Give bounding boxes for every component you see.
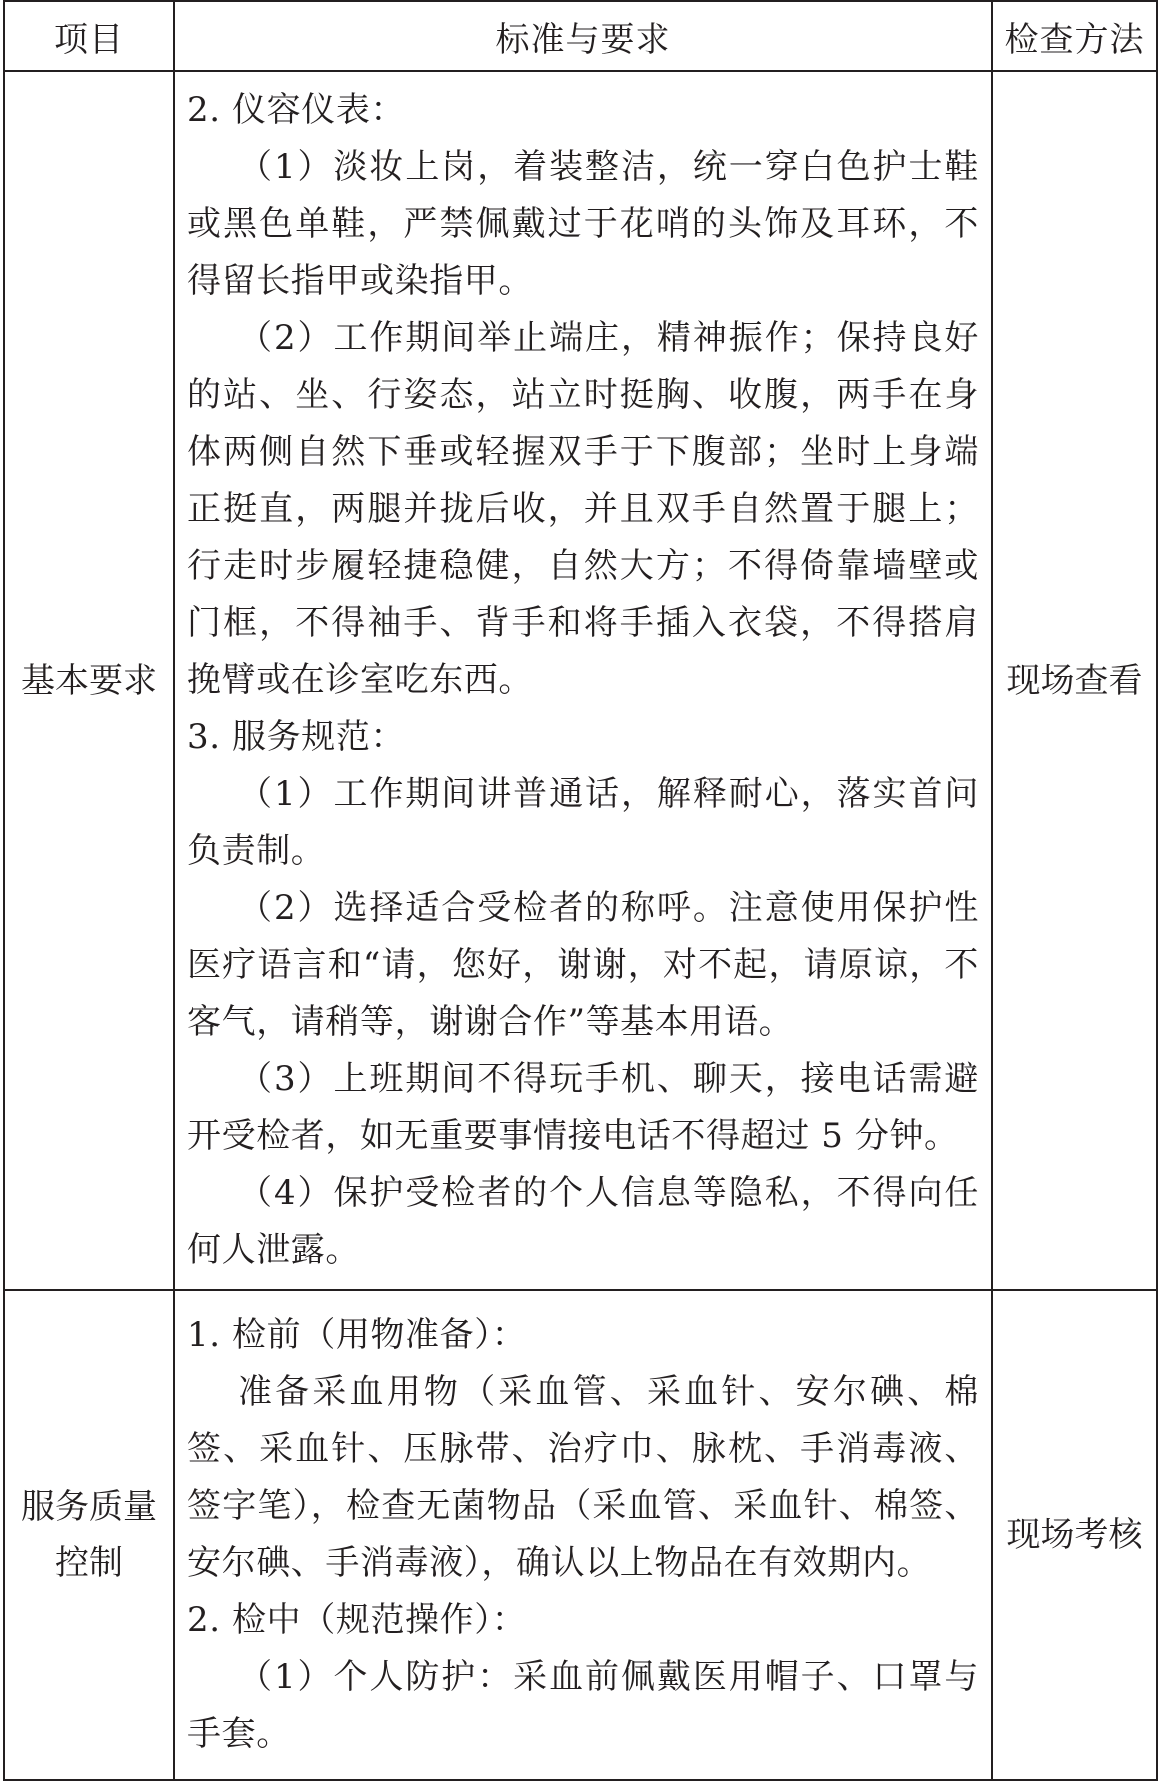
paragraph: （4）保护受检者的个人信息等隐私，不得向任何人泄露。 — [187, 1173, 979, 1270]
item-cell-basic: 基本要求 — [4, 71, 174, 1290]
table-header-row — [4, 1, 1157, 71]
paragraph: （3）上班期间不得玩手机、聊天，接电话需避开受检者，如无重要事情接电话不得超过 5 分钟。 — [187, 1059, 979, 1156]
item-cell-quality — [4, 1290, 174, 1780]
table-row — [4, 71, 1157, 1290]
paragraph: （1）个人防护：采血前佩戴医用帽子、口罩与手套。 — [187, 1657, 979, 1754]
item-label-line: 控制 — [55, 1543, 123, 1583]
paragraph: 准备采血用物（采血管、采血针、安尔碘、棉签、采血针、压脉带、治疗巾、脉枕、手消毒液、签字笔），检查无菌物品（采血管、采血针、棉签、安尔碘、手消毒液），确认以上物品在有效期内。 — [187, 1372, 979, 1583]
standard-cell-basic — [174, 71, 992, 1290]
method-cell-quality: 现场考核 — [992, 1290, 1157, 1780]
header-method: 检查方法 — [992, 1, 1157, 71]
standard-cell-quality — [174, 1290, 992, 1780]
section-heading: 3. 服务规范： — [187, 717, 406, 757]
section-heading: 2. 检中（规范操作）： — [187, 1600, 527, 1640]
header-standard: 标准与要求 — [174, 1, 992, 71]
section-heading: 2. 仪容仪表： — [187, 90, 406, 130]
paragraph: （1）工作期间讲普通话，解释耐心，落实首问负责制。 — [187, 774, 979, 871]
paragraph: （2）工作期间举止端庄，精神振作；保持良好的站、坐、行姿态，站立时挺胸、收腹，两手在身体两侧自然下垂或轻握双手于下腹部；坐时上身端正挺直，两腿并拢后收，并且双手自然置于腿上；行走时步履轻捷稳健，自然大方；不得倚靠墙壁或门框，不得袖手、背手和将手插入衣袋，不得搭肩挽臂或在诊室吃东西。 — [187, 318, 979, 700]
method-cell-basic: 现场查看 — [992, 71, 1157, 1290]
paragraph: （1）淡妆上岗，着装整洁，统一穿白色护士鞋或黑色单鞋，严禁佩戴过于花哨的头饰及耳环，不得留长指甲或染指甲。 — [187, 147, 979, 301]
paragraph: （2）选择适合受检者的称呼。注意使用保护性医疗语言和“请，您好，谢谢，对不起，请原谅，不客气，请稍等，谢谢合作”等基本用语。 — [187, 888, 979, 1042]
standards-table — [3, 0, 1158, 1781]
header-item: 项目 — [4, 1, 174, 71]
item-label-line: 服务质量 — [21, 1487, 157, 1527]
table-row — [4, 1290, 1157, 1780]
section-heading: 1. 检前（用物准备）： — [187, 1315, 527, 1355]
